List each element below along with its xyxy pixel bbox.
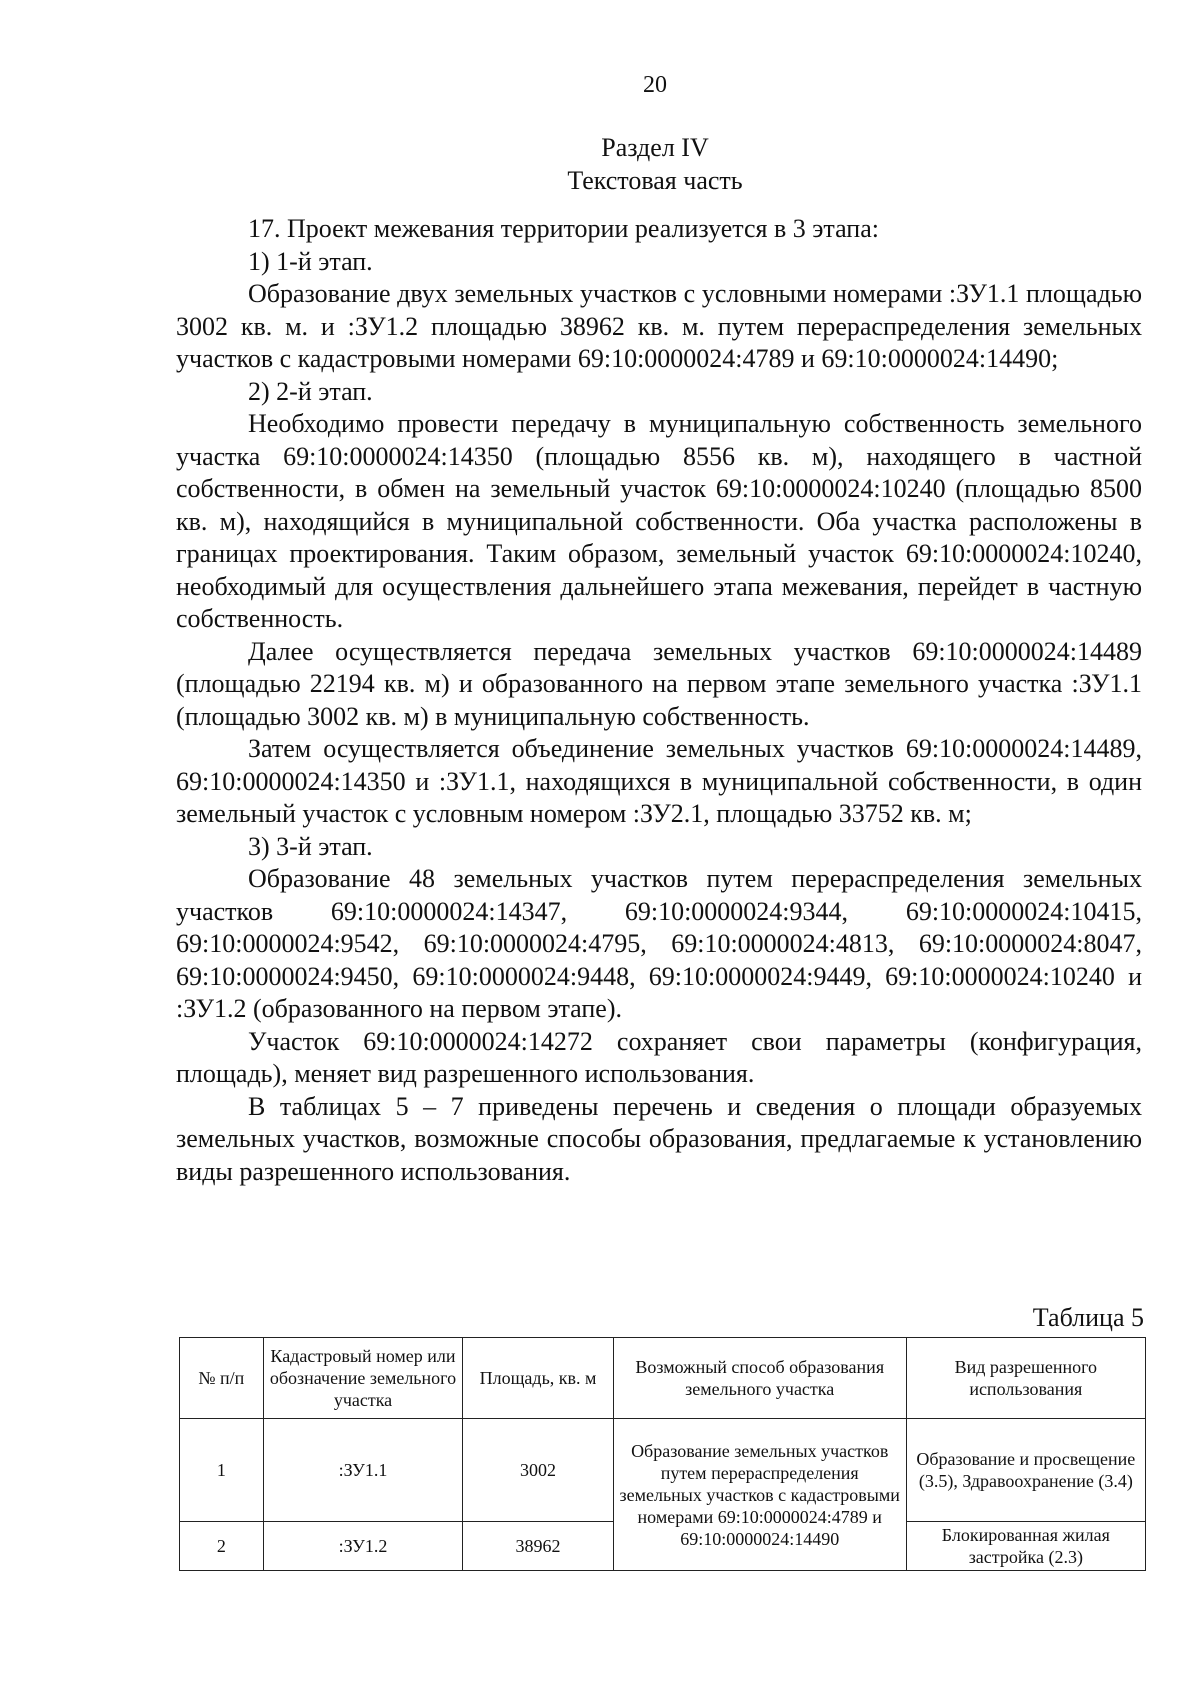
page-number: 20 xyxy=(643,72,667,98)
cell-designation: :ЗУ1.1 xyxy=(263,1419,463,1522)
cell-area: 3002 xyxy=(463,1419,614,1522)
table-header-row xyxy=(180,1338,1146,1419)
header-designation: Кадастровый номер или обозначение земельного участка xyxy=(263,1338,463,1419)
paragraph: 17. Проект межевания территории реализуется в 3 этапа: xyxy=(248,214,879,243)
section-title: Раздел IV xyxy=(601,133,709,162)
section-subtitle: Текстовая часть xyxy=(567,166,743,195)
paragraph: Необходимо провести передачу в муниципальную собственность земельного участка 69:10:0000024:14350 (площадью 8556 кв. м), находящего в частной собственности, в обмен на земельный участок 69:10:0000024:10240 (площадью 8500 кв. м), находящийся в муниципальной собственности. Оба участка расположены в границах проектирования. Таким образом, земельный участок 69:10:0000024:10240, необходимый для осуществления дальнейшего этапа межевания, перейдет в частную собственность. xyxy=(176,409,1142,633)
paragraph: В таблицах 5 – 7 приведены перечень и сведения о площади образуемых земельных участков, возможные способы образования, предлагаемые к установлению виды разрешенного использования. xyxy=(176,1091,1142,1186)
paragraph: 2) 2-й этап. xyxy=(248,376,373,406)
table-caption: Таблица 5 xyxy=(1032,1303,1144,1332)
header-permitted-use: Вид разрешенного использования xyxy=(906,1338,1145,1419)
header-number: № п/п xyxy=(180,1338,264,1419)
cell-area: 38962 xyxy=(463,1522,614,1571)
land-plots-table xyxy=(179,1337,1146,1571)
paragraph: Образование двух земельных участков с условными номерами :ЗУ1.1 площадью 3002 кв. м. и :ЗУ1.2 площадью 38962 кв. м. путем перераспределения земельных участков с кадастровыми номерами 69:10:0000024:4789 и 69:10:0000024:14490; xyxy=(176,279,1142,373)
paragraph: 1) 1-й этап. xyxy=(248,246,373,276)
cell-permitted-use: Блокированная жилая застройка (2.3) xyxy=(906,1522,1145,1571)
cell-number: 1 xyxy=(180,1419,264,1522)
paragraph: 3) 3-й этап. xyxy=(248,831,373,861)
table-row xyxy=(180,1419,1146,1522)
body-text xyxy=(176,213,1142,1188)
paragraph: Образование 48 земельных участков путем перераспределения земельных участков 69:10:0000024:14347, 69:10:0000024:9344, 69:10:0000024:10415, 69:10:0000024:9542, 69:10:0000024:4795, 69:10:0000024:4813, 69:10:0000024:8047, 69:10:0000024:9450, 69:10:0000024:9448, 69:10:0000024:9449, 69:10:0000024:10240 и :ЗУ1.2 (образованного на первом этапе). xyxy=(176,864,1142,1023)
cell-number: 2 xyxy=(180,1522,264,1571)
paragraph: Затем осуществляется объединение земельных участков 69:10:0000024:14489, 69:10:0000024:14350 и :ЗУ1.1, находящихся в муниципальной собственности, в один земельный участок с условным номером :ЗУ2.1, площадью 33752 кв. м; xyxy=(176,734,1142,828)
header-method: Возможный способ образования земельного участка xyxy=(613,1338,906,1419)
paragraph: Далее осуществляется передача земельных участков 69:10:0000024:14489 (площадью 22194 кв. м) и образованного на первом этапе земельного участка :ЗУ1.1 (площадью 3002 кв. м) в муниципальную собственность. xyxy=(176,636,1142,731)
cell-method: Образование земельных участков путем перераспределения земельных участков с кадастровыми номерами 69:10:0000024:4789 и 69:10:0000024:14490 xyxy=(613,1419,906,1571)
header-area: Площадь, кв. м xyxy=(463,1338,614,1419)
cell-permitted-use: Образование и просвещение (3.5), Здравоохранение (3.4) xyxy=(906,1419,1145,1522)
paragraph: Участок 69:10:0000024:14272 сохраняет свои параметры (конфигурация, площадь), меняет вид разрешенного использования. xyxy=(176,1026,1142,1088)
cell-designation: :ЗУ1.2 xyxy=(263,1522,463,1571)
